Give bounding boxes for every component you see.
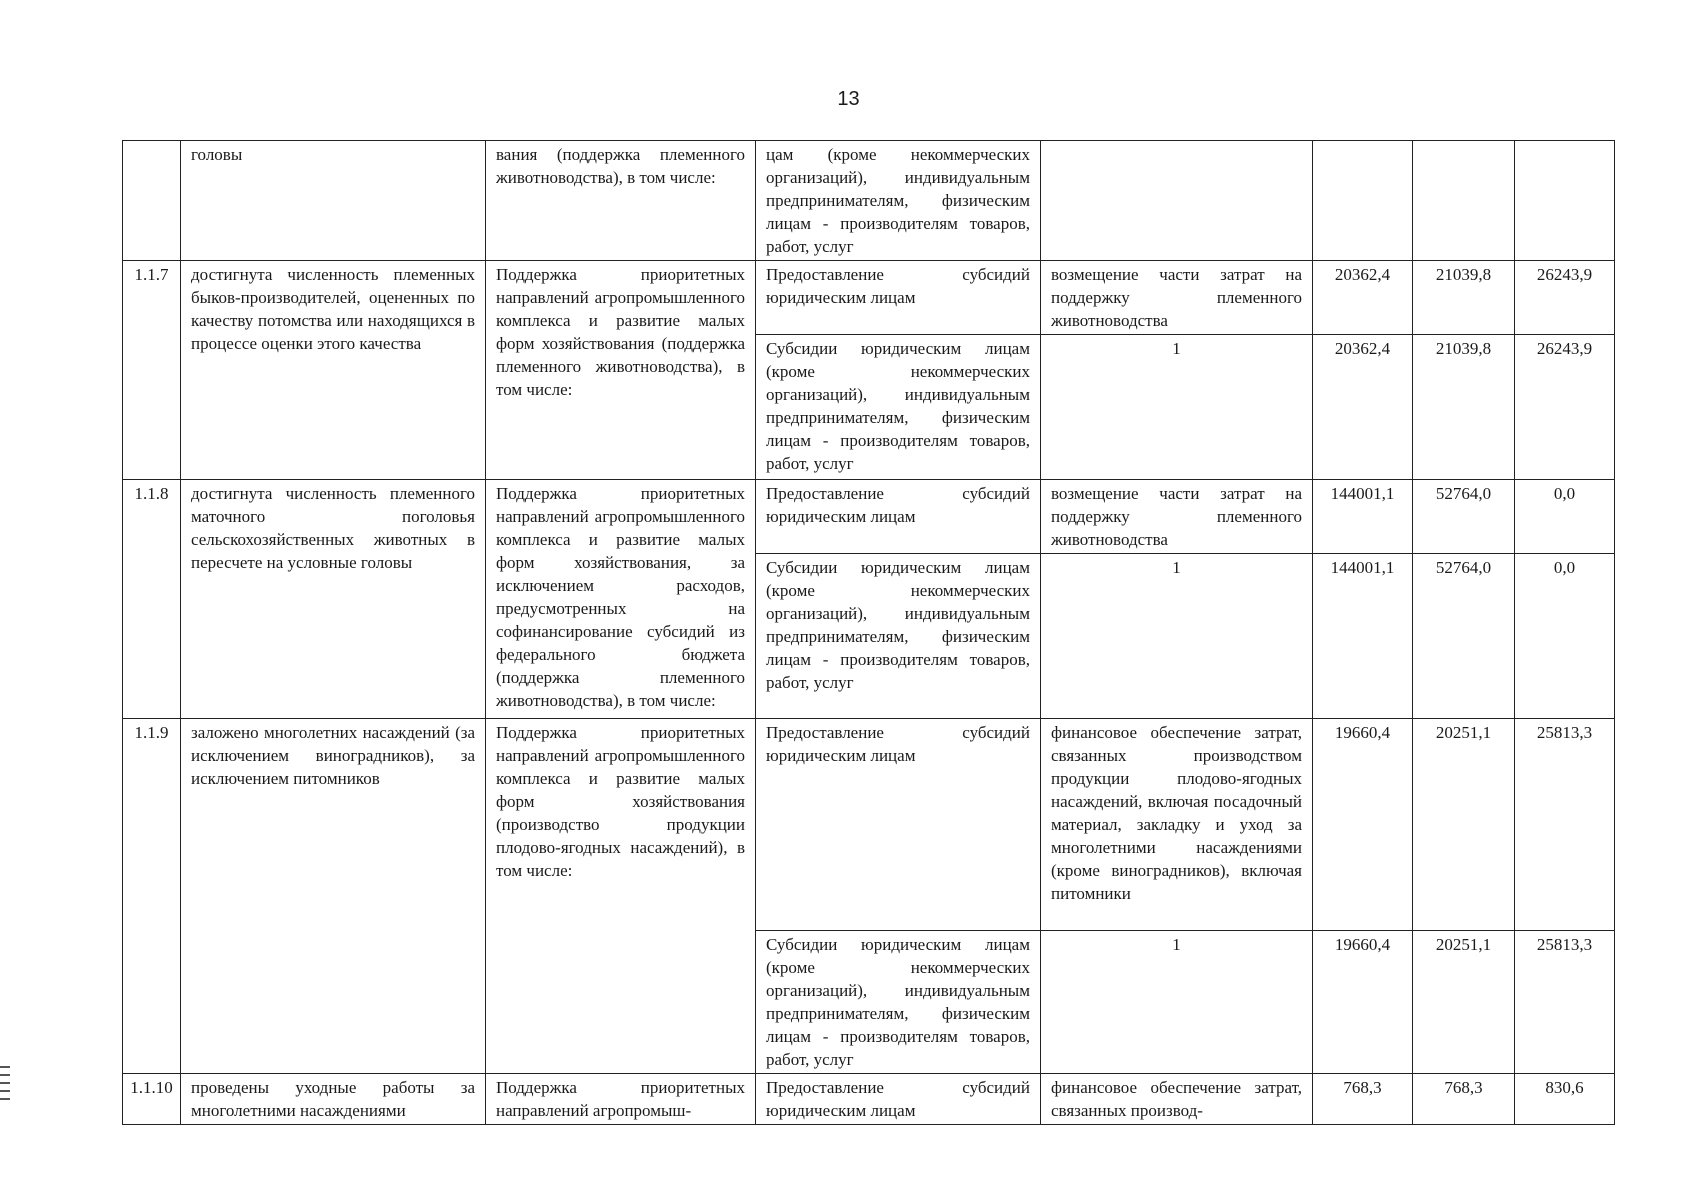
- table-row: [123, 141, 1615, 261]
- value-cell: 21039,8: [1413, 261, 1515, 335]
- table-row: [123, 480, 1615, 554]
- value-cell: [1413, 141, 1515, 261]
- value-cell: 20362,4: [1313, 335, 1413, 480]
- instrument-cell: Субсидии юридическим лицам (кроме некоммерческих организаций), индивидуальным предпринимателям, физическим лицам - производителям товаров, работ, услуг: [756, 931, 1041, 1074]
- instrument-cell: цам (кроме некоммерческих организаций), индивидуальным предпринимателям, физическим лицам - производителям товаров, работ, услуг: [756, 141, 1041, 261]
- value-cell: 19660,4: [1313, 719, 1413, 931]
- instrument-cell: Предоставление субсидий юридическим лицам: [756, 719, 1041, 931]
- value-cell: [1515, 141, 1615, 261]
- purpose-cell: финансовое обеспечение затрат, связанных производством продукции плодово-ягодных насаждений, включая посадочный материал, закладку и уход за многолетними насаждениями (кроме виноградников), включая питомники: [1041, 719, 1313, 931]
- value-cell: 20362,4: [1313, 261, 1413, 335]
- instrument-cell: Предоставление субсидий юридическим лицам: [756, 1074, 1041, 1125]
- value-cell: 20251,1: [1413, 719, 1515, 931]
- result-cell: заложено многолетних насаждений (за исключением виноградников), за исключением питомников: [181, 719, 486, 1074]
- scan-edge-mark: [0, 1074, 10, 1076]
- table-row: [123, 719, 1615, 931]
- result-cell: головы: [181, 141, 486, 261]
- value-cell: 25813,3: [1515, 931, 1615, 1074]
- instrument-cell: Предоставление субсидий юридическим лицам: [756, 480, 1041, 554]
- scan-edge-mark: [0, 1082, 10, 1084]
- page-number: 13: [837, 88, 860, 110]
- row-number-cell: [123, 141, 181, 261]
- value-cell: 0,0: [1515, 554, 1615, 719]
- value-cell: 26243,9: [1515, 335, 1615, 480]
- value-cell: 26243,9: [1515, 261, 1615, 335]
- instrument-cell: Субсидии юридическим лицам (кроме некоммерческих организаций), индивидуальным предпринимателям, физическим лицам - производителям товаров, работ, услуг: [756, 335, 1041, 480]
- purpose-cell: [1041, 141, 1313, 261]
- value-cell: 768,3: [1413, 1074, 1515, 1125]
- direction-cell: Поддержка приоритетных направлений агропромыш-: [486, 1074, 756, 1125]
- result-cell: достигнута численность племенных быков-производителей, оцененных по качеству потомства или находящихся в процессе оценки этого качества: [181, 261, 486, 480]
- result-cell: проведены уходные работы за многолетними насаждениями: [181, 1074, 486, 1125]
- scan-edge-mark: [0, 1090, 10, 1092]
- instrument-cell: Субсидии юридическим лицам (кроме некоммерческих организаций), индивидуальным предпринимателям, физическим лицам - производителям товаров, работ, услуг: [756, 554, 1041, 719]
- row-number-cell: 1.1.8: [123, 480, 181, 719]
- instrument-cell: Предоставление субсидий юридическим лицам: [756, 261, 1041, 335]
- value-cell: 0,0: [1515, 480, 1615, 554]
- direction-cell: Поддержка приоритетных направлений агропромышленного комплекса и развитие малых форм хозяйствования (поддержка племенного животноводства), в том числе:: [486, 261, 756, 480]
- table-row: [123, 261, 1615, 335]
- value-cell: 52764,0: [1413, 554, 1515, 719]
- row-number-cell: 1.1.9: [123, 719, 181, 1074]
- purpose-cell: 1: [1041, 554, 1313, 719]
- value-cell: 19660,4: [1313, 931, 1413, 1074]
- purpose-cell: 1: [1041, 335, 1313, 480]
- purpose-cell: финансовое обеспечение затрат, связанных производ-: [1041, 1074, 1313, 1125]
- purpose-cell: 1: [1041, 931, 1313, 1074]
- scan-edge-mark: [0, 1098, 10, 1100]
- value-cell: 144001,1: [1313, 554, 1413, 719]
- row-number-cell: 1.1.7: [123, 261, 181, 480]
- direction-cell: вания (поддержка племенного животноводства), в том числе:: [486, 141, 756, 261]
- table-row: [123, 1074, 1615, 1125]
- value-cell: 21039,8: [1413, 335, 1515, 480]
- direction-cell: Поддержка приоритетных направлений агропромышленного комплекса и развитие малых форм хозяйствования (производство продукции плодово-ягодных насаждений), в том числе:: [486, 719, 756, 1074]
- scan-edge-mark: [0, 1066, 10, 1068]
- row-number-cell: 1.1.10: [123, 1074, 181, 1125]
- value-cell: 25813,3: [1515, 719, 1615, 931]
- purpose-cell: возмещение части затрат на поддержку племенного животноводства: [1041, 480, 1313, 554]
- value-cell: [1313, 141, 1413, 261]
- result-cell: достигнута численность племенного маточного поголовья сельскохозяйственных животных в пересчете на условные головы: [181, 480, 486, 719]
- purpose-cell: возмещение части затрат на поддержку племенного животноводства: [1041, 261, 1313, 335]
- value-cell: 144001,1: [1313, 480, 1413, 554]
- value-cell: 830,6: [1515, 1074, 1615, 1125]
- direction-cell: Поддержка приоритетных направлений агропромышленного комплекса и развитие малых форм хозяйствования, за исключением расходов, предусмотренных на софинансирование субсидий из федерального бюджета (поддержка племенного животноводства), в том числе:: [486, 480, 756, 719]
- value-cell: 768,3: [1313, 1074, 1413, 1125]
- value-cell: 52764,0: [1413, 480, 1515, 554]
- value-cell: 20251,1: [1413, 931, 1515, 1074]
- program-table: [122, 140, 1615, 1125]
